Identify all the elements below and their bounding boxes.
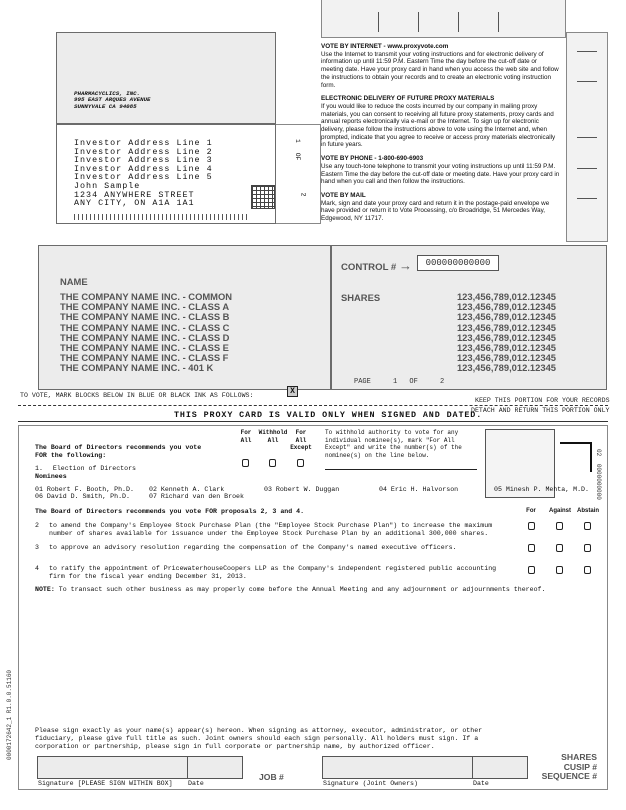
withhold-note: To withhold authority to vote for any individual nominee(s), mark "For All Except" and write the number(s) of the nominee(s) on the line below. xyxy=(325,429,462,459)
col-for-all-except: For All Except xyxy=(290,429,312,451)
side-code-right-a: 02 xyxy=(595,449,602,457)
control-label xyxy=(341,258,412,273)
mark-instruction-text: TO VOTE, MARK BLOCKS BELOW IN BLUE OR BLACK INK AS FOLLOWS: xyxy=(20,392,254,399)
share-amount: 123,456,789,012.12345 xyxy=(456,311,556,323)
return-address-line: SUNNYVALE CA 94085 xyxy=(74,102,137,110)
proposal-2-for-checkbox[interactable] xyxy=(528,522,535,530)
item1 xyxy=(35,465,195,473)
holding-name: THE COMPANY NAME INC. - CLASS E xyxy=(60,342,229,354)
proposal-2-abstain-checkbox[interactable] xyxy=(584,522,591,530)
proposal-4-abstain-checkbox[interactable] xyxy=(584,566,591,574)
proposal-4-against-checkbox[interactable] xyxy=(556,566,563,574)
address-line: Investor Address Line 1 xyxy=(74,138,213,148)
instruction-body: Use any touch-tone telephone to transmit your voting instructions up until 11:59 P.M. Eastern Time the day before the cut-off date or meeting date. Have your proxy card in hand when you call and then follow the instructions. xyxy=(321,162,560,186)
return-address xyxy=(74,91,151,110)
proposal-3-abstain-checkbox[interactable] xyxy=(584,544,591,552)
note-text: To transact such other business as may properly come before the Annual Meeting and any adjournment or adjournments thereof. xyxy=(58,586,546,593)
return-address-line: PHARMACYCLICS, INC. xyxy=(74,90,141,97)
job-label: JOB # xyxy=(259,772,284,782)
postal-barcode xyxy=(74,214,250,220)
proposal-number: 2 xyxy=(35,522,39,529)
sign-instruction: Please sign exactly as your name(s) appear(s) hereon. When signing as attorney, executor, administrator, or other fiduciary, please give full title as such. Joint owners should each sign personally. All holders must sign. If a corporation or partnership, please sign in full corporate or partnership name, by authorized officer. xyxy=(35,727,483,751)
detach-portion-label: DETACH AND RETURN THIS PORTION ONLY xyxy=(471,407,610,414)
name-label: NAME xyxy=(60,276,88,287)
instruction-body: Mark, sign and date your proxy card and return it in the postage-paid envelope we have provided or return it to Vote Processing, c/o Broadridge, 51 Mercedes Way, Edgewood, NY 11717. xyxy=(321,199,550,223)
proxy-card xyxy=(18,425,608,790)
joint-signature-label: Signature (Joint Owners) xyxy=(323,780,418,787)
instruction-phone xyxy=(321,155,561,186)
control-arrow: → xyxy=(398,258,412,273)
share-amount: 123,456,789,012.12345 xyxy=(456,342,556,354)
return-address-window xyxy=(56,32,276,124)
nominees-label: Nominees xyxy=(35,473,67,480)
share-amount: 123,456,789,012.12345 xyxy=(456,301,556,313)
instruction-electronic-delivery xyxy=(321,95,561,149)
card-sequence-label: SEQUENCE # xyxy=(541,771,597,782)
holding-name: THE COMPANY NAME INC. - CLASS C xyxy=(60,321,230,333)
card-shares-label: SHARES xyxy=(561,752,597,762)
date-label-2: Date xyxy=(473,780,489,787)
instruction-mail xyxy=(321,192,561,223)
proposal-4-for-checkbox[interactable] xyxy=(528,566,535,574)
share-amount: 123,456,789,012.12345 xyxy=(456,362,556,374)
date-label: Date xyxy=(188,780,204,787)
holding-name: THE COMPANY NAME INC. - CLASS D xyxy=(60,331,230,343)
proposal-number: 4 xyxy=(35,565,39,572)
share-amount: 123,456,789,012.12345 xyxy=(456,291,556,302)
nominee: 03 Robert W. Duggan xyxy=(264,486,340,493)
instruction-title: VOTE BY PHONE - 1-800-690-6903 xyxy=(321,155,424,163)
holding-name: THE COMPANY NAME INC. - CLASS F xyxy=(60,352,229,364)
for-all-checkbox[interactable] xyxy=(242,459,249,467)
address-line: Investor Address Line 3 xyxy=(74,155,213,166)
address-line: Investor Address Line 2 xyxy=(74,146,213,157)
item1-label: Election of Directors xyxy=(52,465,136,472)
page-mark-total: 2 xyxy=(299,192,307,197)
for-all-except-checkbox[interactable] xyxy=(297,459,304,467)
col-for-all: For All xyxy=(240,429,252,444)
control-label-text: CONTROL # xyxy=(341,262,397,273)
instruction-internet xyxy=(321,43,561,89)
proposal-text: to approve an advisory resolution regarding the compensation of the Company's named executive officers. xyxy=(49,544,457,551)
nominee: 02 Kenneth A. Clark xyxy=(149,486,225,493)
joint-signature-box[interactable] xyxy=(322,756,473,779)
mark-instruction xyxy=(20,392,253,399)
col-for: For xyxy=(526,508,536,514)
proposal-2-against-checkbox[interactable] xyxy=(556,522,563,530)
nominee: 07 Richard van den Broek xyxy=(149,493,244,500)
nominee: 01 Robert F. Booth, Ph.D. xyxy=(35,486,134,493)
mark-example: X xyxy=(290,387,295,396)
joint-date-box[interactable] xyxy=(472,756,528,779)
instruction-title: ELECTRONIC DELIVERY OF FUTURE PROXY MATERIALS xyxy=(321,95,495,103)
corner-mark xyxy=(560,442,592,472)
address-line: ANY CITY, ON A1A 1A1 xyxy=(74,198,195,209)
date-box[interactable] xyxy=(187,756,243,779)
item1-number: 1. xyxy=(35,465,43,472)
col-against: Against xyxy=(548,508,571,514)
address-line: John Sample xyxy=(74,180,141,191)
side-code-right-b: 0000000000 xyxy=(595,463,602,500)
holding-name: THE COMPANY NAME INC. - CLASS B xyxy=(60,311,230,323)
detach-line xyxy=(18,405,608,406)
2d-barcode xyxy=(251,185,275,209)
share-amount: 123,456,789,012.12345 xyxy=(456,321,556,333)
shares-cusip-sequence xyxy=(542,753,597,782)
mark-example-box xyxy=(287,386,298,397)
proposal-number: 3 xyxy=(35,544,39,551)
keep-portion-label: KEEP THIS PORTION FOR YOUR RECORDS xyxy=(475,397,610,404)
page-mark: OF xyxy=(294,152,301,161)
board-recommend-2: The Board of Directors recommends you vote FOR proposals 2, 3 and 4. xyxy=(35,508,305,515)
share-amount: 123,456,789,012.12345 xyxy=(456,331,556,343)
holdings-names-panel xyxy=(38,245,331,390)
notice-rule xyxy=(18,421,608,422)
address-line: 1234 ANYWHERE STREET xyxy=(74,189,195,200)
top-barcode-frame xyxy=(321,0,566,38)
instructions-column xyxy=(321,43,561,223)
nominee: 05 Minesh P. Mehta, M.D. xyxy=(494,486,589,493)
holding-name: THE COMPANY NAME INC. - 401 K xyxy=(60,362,214,374)
proposal-text: to amend the Company's Employee Stock Purchase Plan (the "Employee Stock Purchase Plan") to increase the maximum number of shares available for issuance under the Employee Stock Purchase Plan by an additional 300,000 shares. xyxy=(49,522,493,538)
proposal-3-for-checkbox[interactable] xyxy=(528,544,535,552)
control-number: 000000000000 xyxy=(425,258,491,268)
side-code-right xyxy=(595,449,602,509)
page-indicator xyxy=(354,378,444,386)
proposal-3-against-checkbox[interactable] xyxy=(556,544,563,552)
holding-name: THE COMPANY NAME INC. - CLASS A xyxy=(60,301,230,313)
shares-label: SHARES xyxy=(341,292,381,303)
note xyxy=(35,586,555,594)
card-cusip-label: CUSIP # xyxy=(563,761,597,772)
share-amount: 123,456,789,012.12345 xyxy=(456,352,556,364)
page-total: 2 xyxy=(440,378,445,386)
control-number-box xyxy=(417,255,499,271)
address-line: Investor Address Line 4 xyxy=(74,163,213,174)
holding-name: THE COMPANY NAME INC. - COMMON xyxy=(60,291,233,302)
note-label: NOTE: xyxy=(35,586,55,593)
withhold-all-checkbox[interactable] xyxy=(269,459,276,467)
board-recommend-1: The Board of Directors recommends you vote FOR the following: xyxy=(35,444,202,460)
proposal-text: to ratify the appointment of PricewaterhouseCoopers LLP as the Company's independent registered public accounting firm for the fiscal year ending December 31, 2013. xyxy=(49,565,497,581)
investor-address-block xyxy=(74,139,213,208)
page-of: OF xyxy=(409,378,418,386)
col-withhold-all: Withhold All xyxy=(258,429,288,444)
page-marks xyxy=(292,139,302,199)
address-line: Investor Address Line 5 xyxy=(74,172,213,183)
address-side-strip xyxy=(276,124,321,224)
side-code-left: 0000172642_1 R1.0.0.51160 xyxy=(6,669,13,760)
holdings-name-list xyxy=(60,292,232,374)
instruction-body: If you would like to reduce the costs incurred by our company in mailing proxy materials, you can consent to receiving all future proxy statements, proxy cards and annual reports electronically via e-mail or the Internet. To sign up for electronic delivery, please follow the instructions above to vote using the Internet and, when prompted, indicate that you agree to receive or access proxy materials electronically in future years. xyxy=(321,102,556,149)
holdings-shares-panel xyxy=(331,245,607,390)
nominee: 06 David D. Smith, Ph.D. xyxy=(35,493,130,500)
investor-address-window xyxy=(56,124,276,224)
nominee-write-in-line[interactable] xyxy=(325,469,477,470)
return-address-line: 995 EAST ARQUES AVENUE xyxy=(74,96,151,104)
nominee: 04 Eric H. Halvorson xyxy=(379,486,459,493)
page-mark: 1 xyxy=(294,139,301,143)
instruction-title: VOTE BY INTERNET - www.proxyvote.com xyxy=(321,43,449,50)
page-number: 1 xyxy=(393,378,398,386)
instruction-title: VOTE BY MAIL xyxy=(321,191,366,199)
col-abstain: Abstain xyxy=(576,508,599,514)
signature-box[interactable] xyxy=(37,756,188,779)
instruction-body: Use the Internet to transmit your voting instructions and for electronic delivery of information up until 11:59 P.M. Eastern Time the day before the cut-off date or meeting date. Have your proxy card in hand when you access the web site and follow the instructions to obtain your records and to create an electronic voting instruction form. xyxy=(321,50,559,89)
page-label: PAGE xyxy=(354,378,371,386)
right-side-strip xyxy=(566,32,608,242)
shares-list xyxy=(457,292,556,374)
valid-notice: THIS PROXY CARD IS VALID ONLY WHEN SIGNED AND DATED. xyxy=(174,410,483,420)
signature-label: Signature [PLEASE SIGN WITHIN BOX] xyxy=(38,780,173,787)
